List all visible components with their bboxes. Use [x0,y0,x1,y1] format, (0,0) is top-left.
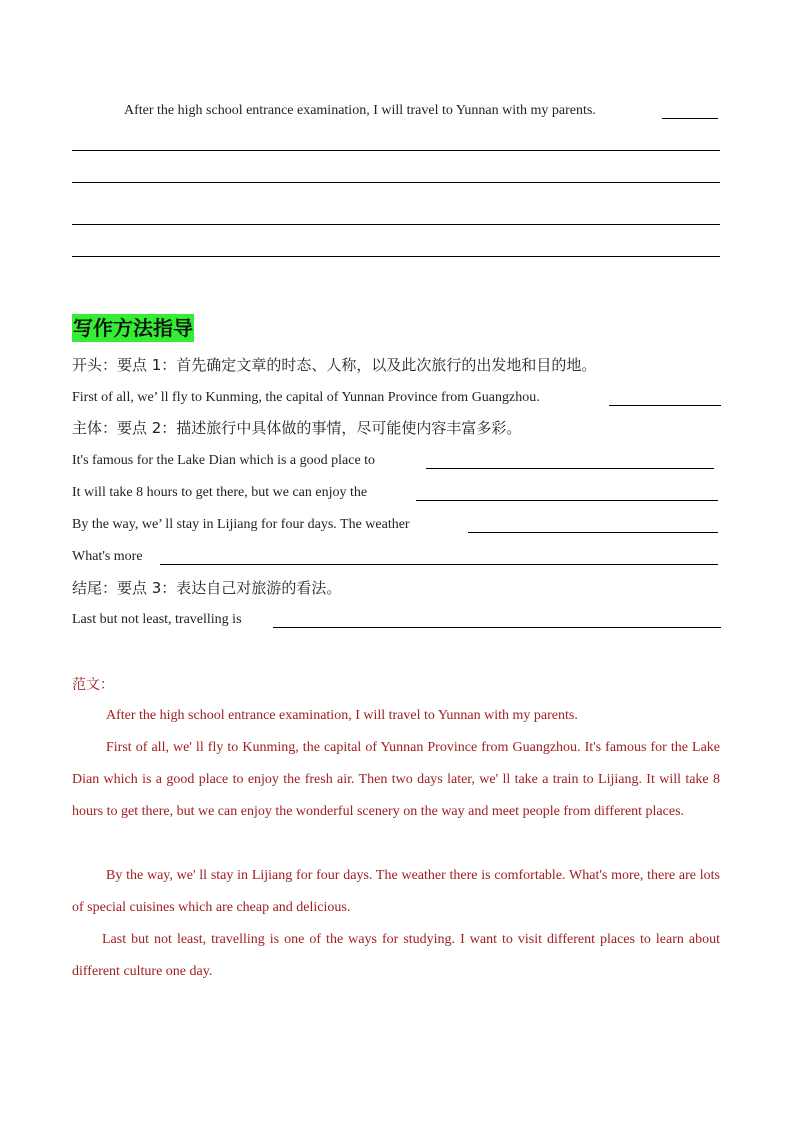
opening-label: 开头：要点 1：首先确定文章的时态、人称，以及此次旅行的出发地和目的地。 [72,356,597,374]
guide-heading: 写作方法指导 [73,316,193,340]
opening-prompt: First of all, we’ ll fly to Kunming, the capital of Yunnan Province from Guangzhou. [72,390,540,405]
ending-prompt: Last but not least, travelling is [72,612,242,627]
ending-label: 结尾：要点 3：表达自己对旅游的看法。 [72,579,342,597]
task-intro-blank[interactable] [662,118,718,119]
writing-line-4[interactable] [72,256,720,257]
body-blank-1[interactable] [426,468,714,469]
body-prompt-1: It's famous for the Lake Dian which is a good place to [72,453,376,468]
writing-line-3[interactable] [72,224,720,225]
body-blank-3[interactable] [468,532,718,533]
body-blank-2[interactable] [416,500,718,501]
sample-paragraph-3-text: By the way, we' ll stay in Lijiang for four days. The weather there is comfortable. What's more, there are lots of special cuisines which are cheap and delicious. [72,868,720,915]
opening-blank[interactable] [609,405,721,406]
sample-paragraph-2 [72,732,720,828]
sample-paragraph-3 [72,860,720,924]
sample-paragraph-4 [72,924,720,988]
body-label: 主体：要点 2：描述旅行中具体做的事情，尽可能使内容丰富多彩。 [72,419,522,437]
ending-blank[interactable] [273,627,721,628]
body-blank-4[interactable] [160,564,718,565]
body-prompt-3: By the way, we’ ll stay in Lijiang for four days. The weather [72,517,410,532]
sample-label: 范文： [72,677,114,693]
body-prompt-4: What's more [72,549,143,564]
sample-paragraph-2-text: First of all, we' ll fly to Kunming, the capital of Yunnan Province from Guangzhou. It's famous for the Lake Dian which is a good place to enjoy the fresh air. Then two days later, we' ll take a train to Lijiang. It will take 8 hours to get there, but we can enjoy the wonderful scenery on the way and meet people from different places. [72,740,720,819]
sample-paragraph-4-text: Last but not least, travelling is one of the ways for studying. I want to visit different places to learn about different culture one day. [72,932,720,979]
sample-paragraph-1 [72,700,720,732]
task-intro: After the high school entrance examination, I will travel to Yunnan with my parents. [124,103,596,118]
body-prompt-2: It will take 8 hours to get there, but we can enjoy the [72,485,368,500]
sample-paragraph-1-text: After the high school entrance examination, I will travel to Yunnan with my parents. [106,708,578,723]
writing-line-1[interactable] [72,150,720,151]
writing-line-2[interactable] [72,182,720,183]
